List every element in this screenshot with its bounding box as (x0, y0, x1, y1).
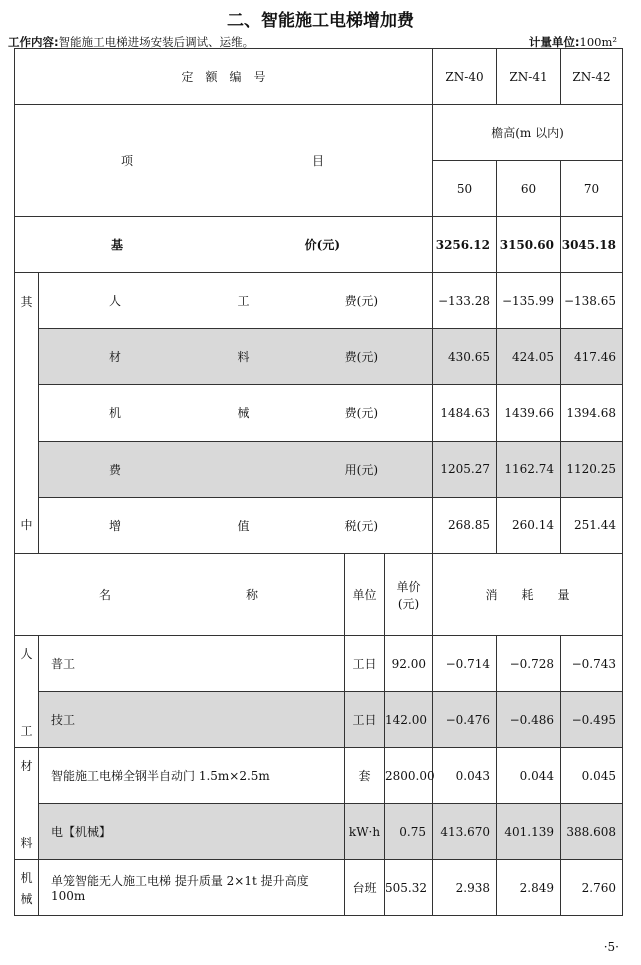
resource-category-char: 机 (20, 870, 33, 885)
breakdown-side-bottom: 中 (20, 518, 33, 532)
resource-category-label (15, 860, 39, 916)
breakdown-char-2: 值 (237, 518, 250, 533)
eave-height-value: 60 (497, 161, 561, 217)
breakdown-char-3: 税(元) (344, 518, 379, 533)
eave-height-label: 檐高(m 以内) (433, 105, 623, 161)
page-number: ·5· (603, 940, 619, 954)
breakdown-char-2: 械 (237, 406, 250, 421)
consumption-value: −0.728 (497, 636, 561, 692)
breakdown-value: 1394.68 (561, 385, 623, 441)
breakdown-value: 1162.74 (497, 441, 561, 497)
base-price-label-right: 价(元) (304, 238, 341, 252)
item-header-left: 项 (121, 154, 134, 168)
base-price-value: 3256.12 (433, 217, 497, 273)
consumption-value: 2.760 (561, 860, 623, 916)
consumption-value: 2.849 (497, 860, 561, 916)
consumption-value: −0.714 (433, 636, 497, 692)
consumption-value: −0.495 (561, 692, 623, 748)
resource-price: 0.75 (385, 804, 433, 860)
breakdown-value: −138.65 (561, 273, 623, 329)
resource-unit: 台班 (345, 860, 385, 916)
price-line-2: (元) (397, 596, 420, 611)
resource-unit: 工日 (345, 692, 385, 748)
quota-number-label: 定 额 编 号 (15, 49, 433, 105)
breakdown-value: 1484.63 (433, 385, 497, 441)
breakdown-char-3: 费(元) (344, 350, 379, 365)
resource-name: 单笼智能无人施工电梯 提升质量 2×1t 提升高度 100m (39, 860, 345, 916)
breakdown-side-label (15, 273, 39, 554)
breakdown-row-label (39, 273, 433, 329)
consumption-header: 消 耗 量 (433, 554, 623, 636)
resource-unit-header: 单位 (345, 554, 385, 636)
resource-category-char: 人 (20, 646, 33, 661)
resource-name: 智能施工电梯全钢半自动门 1.5m×2.5m (39, 748, 345, 804)
resource-category-char: 材 (20, 758, 33, 773)
quota-table (14, 48, 623, 916)
breakdown-char-1: 材 (109, 350, 122, 365)
item-header (15, 105, 433, 217)
consumption-value: 388.608 (561, 804, 623, 860)
measurement-unit-label: 计量单位: (528, 35, 580, 49)
work-content-text: 智能施工电梯进场安装后调试、运维。 (58, 35, 255, 49)
page-title: 二、智能施工电梯增加费 (227, 11, 414, 31)
breakdown-char-3: 用(元) (344, 462, 379, 477)
resource-name: 普工 (39, 636, 345, 692)
resource-category-label (15, 748, 39, 860)
base-price-label-left: 基 (111, 238, 124, 252)
breakdown-char-1: 机 (109, 406, 122, 421)
breakdown-value: 268.85 (433, 497, 497, 553)
resource-price: 505.32 (385, 860, 433, 916)
breakdown-value: 1120.25 (561, 441, 623, 497)
consumption-value: 413.670 (433, 804, 497, 860)
breakdown-row-label (39, 329, 433, 385)
breakdown-char-1: 费 (109, 462, 122, 477)
breakdown-value: −133.28 (433, 273, 497, 329)
consumption-value: 401.139 (497, 804, 561, 860)
base-price-label (15, 217, 433, 273)
item-header-right: 目 (312, 154, 325, 168)
resource-category-char: 料 (20, 835, 33, 850)
resource-unit: kW·h (345, 804, 385, 860)
resource-name: 技工 (39, 692, 345, 748)
resource-price: 92.00 (385, 636, 433, 692)
consumption-value: −0.486 (497, 692, 561, 748)
breakdown-char-2 (199, 461, 289, 478)
breakdown-value: 1205.27 (433, 441, 497, 497)
resource-price: 2800.00 (385, 748, 433, 804)
resource-unit: 套 (345, 748, 385, 804)
consumption-value: 0.043 (433, 748, 497, 804)
work-content-label: 工作内容: (8, 35, 59, 49)
breakdown-value: 251.44 (561, 497, 623, 553)
measurement-unit-value: 100m² (579, 35, 617, 49)
breakdown-side-top: 其 (20, 295, 33, 309)
consumption-value: −0.743 (561, 636, 623, 692)
base-price-value: 3150.60 (497, 217, 561, 273)
consumption-value: 0.044 (497, 748, 561, 804)
breakdown-char-2: 料 (237, 350, 250, 365)
breakdown-value: 417.46 (561, 329, 623, 385)
quota-code: ZN-42 (561, 49, 623, 105)
breakdown-value: 430.65 (433, 329, 497, 385)
breakdown-value: 260.14 (497, 497, 561, 553)
breakdown-row-label (39, 385, 433, 441)
consumption-value: 2.938 (433, 860, 497, 916)
breakdown-char-1: 人 (109, 294, 122, 309)
resource-price: 142.00 (385, 692, 433, 748)
breakdown-char-3: 费(元) (344, 406, 379, 421)
breakdown-row-label (39, 497, 433, 553)
eave-height-value: 50 (433, 161, 497, 217)
consumption-value: −0.476 (433, 692, 497, 748)
resource-name: 电【机械】 (39, 804, 345, 860)
breakdown-value: −135.99 (497, 273, 561, 329)
resource-name-header (15, 554, 345, 636)
breakdown-char-2: 工 (237, 294, 250, 309)
consumption-value: 0.045 (561, 748, 623, 804)
breakdown-char-1: 增 (109, 518, 122, 533)
breakdown-value: 424.05 (497, 329, 561, 385)
price-line-1: 单价 (396, 579, 421, 594)
eave-height-value: 70 (561, 161, 623, 217)
breakdown-value: 1439.66 (497, 385, 561, 441)
resource-price-header (385, 554, 433, 636)
resource-category-char: 械 (20, 891, 33, 906)
base-price-value: 3045.18 (561, 217, 623, 273)
resource-category-char: 工 (20, 723, 33, 738)
resource-name-right: 称 (245, 588, 258, 602)
resource-unit: 工日 (345, 636, 385, 692)
resource-name-left: 名 (99, 588, 112, 602)
breakdown-row-label (39, 441, 433, 497)
quota-code: ZN-40 (433, 49, 497, 105)
resource-category-label (15, 636, 39, 748)
breakdown-char-3: 费(元) (344, 294, 379, 309)
quota-code: ZN-41 (497, 49, 561, 105)
